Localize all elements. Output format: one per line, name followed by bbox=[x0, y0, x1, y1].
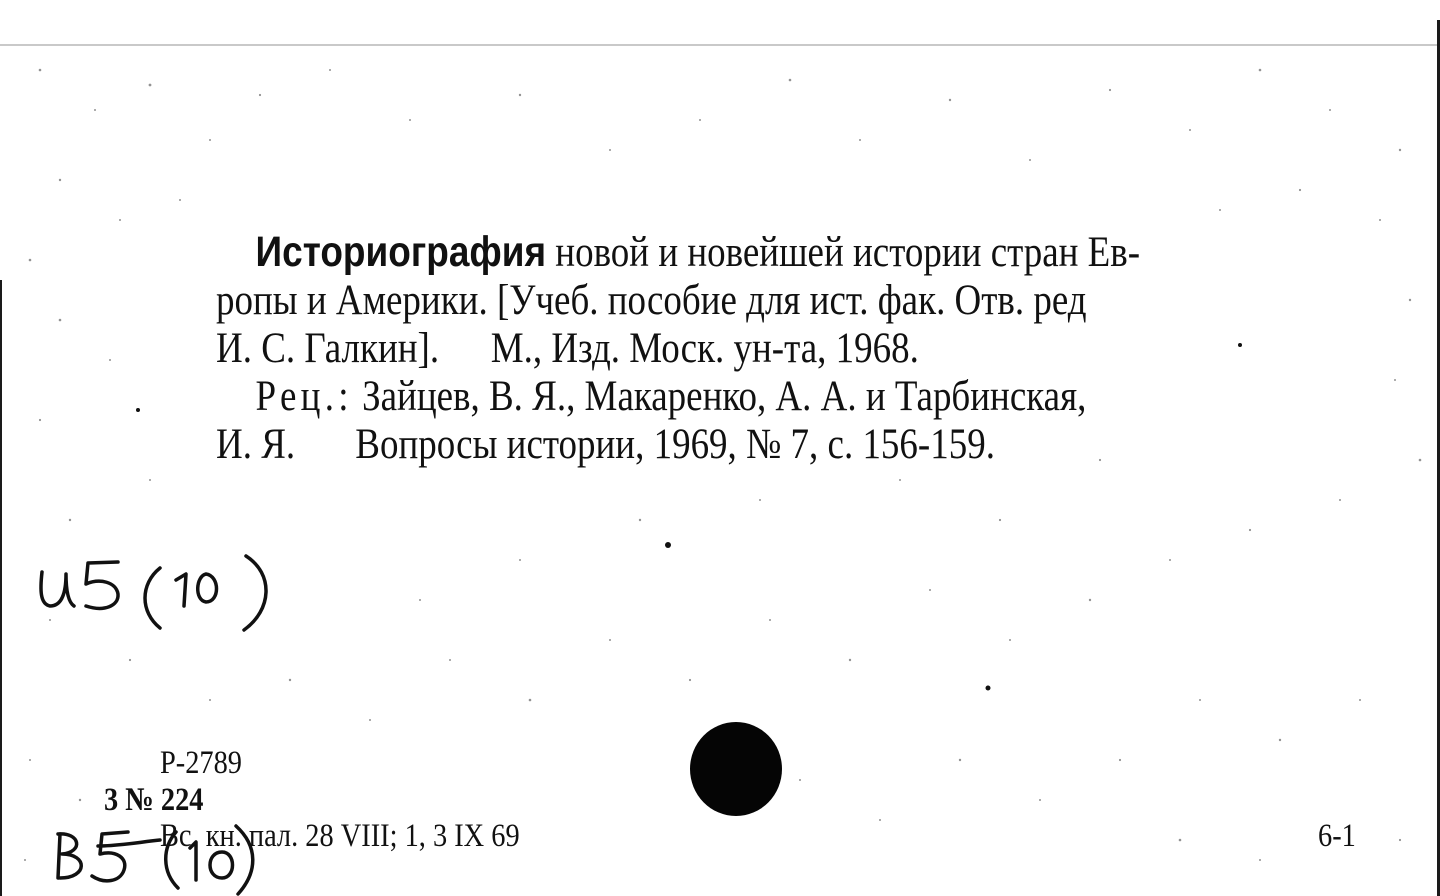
page-code: 6-1 bbox=[1318, 818, 1356, 854]
entry-line-3 bbox=[216, 325, 1224, 373]
card-top-edge bbox=[0, 44, 1440, 46]
entry-line-4 bbox=[216, 373, 1224, 421]
inventory-number: Р-2789 bbox=[160, 745, 242, 781]
card-left-edge bbox=[0, 280, 2, 896]
entry-imprint: М., Изд. Моск. ун-та, 1968. bbox=[490, 325, 919, 372]
review-label: Рец.: bbox=[255, 373, 353, 420]
entry-line-2: ропы и Америки. [Учеб. пособие для ист. фак. Отв. ред bbox=[216, 277, 1087, 324]
entry-line-1-rest: новой и новейшей истории стран Ев- bbox=[546, 229, 1141, 276]
receipt-note: Вс. кн. пал. 28 VIII; 1, 3 IX 69 bbox=[160, 818, 520, 854]
review-source: Вопросы истории, 1969, № 7, с. 156-159. bbox=[355, 421, 995, 468]
review-authors: Зайцев, В. Я., Макаренко, А. А. и Тарбинская, bbox=[352, 373, 1087, 420]
entry-editor: И. С. Галкин]. bbox=[216, 325, 440, 372]
entry-line-5 bbox=[216, 421, 1224, 469]
entry-title: Историография bbox=[255, 228, 547, 276]
entry-line-1 bbox=[216, 228, 1224, 277]
order-number: 3 № 224 bbox=[104, 782, 204, 818]
review-author-tail: И. Я. bbox=[216, 421, 296, 468]
punch-hole bbox=[690, 722, 782, 816]
bibliographic-entry bbox=[216, 228, 1224, 469]
